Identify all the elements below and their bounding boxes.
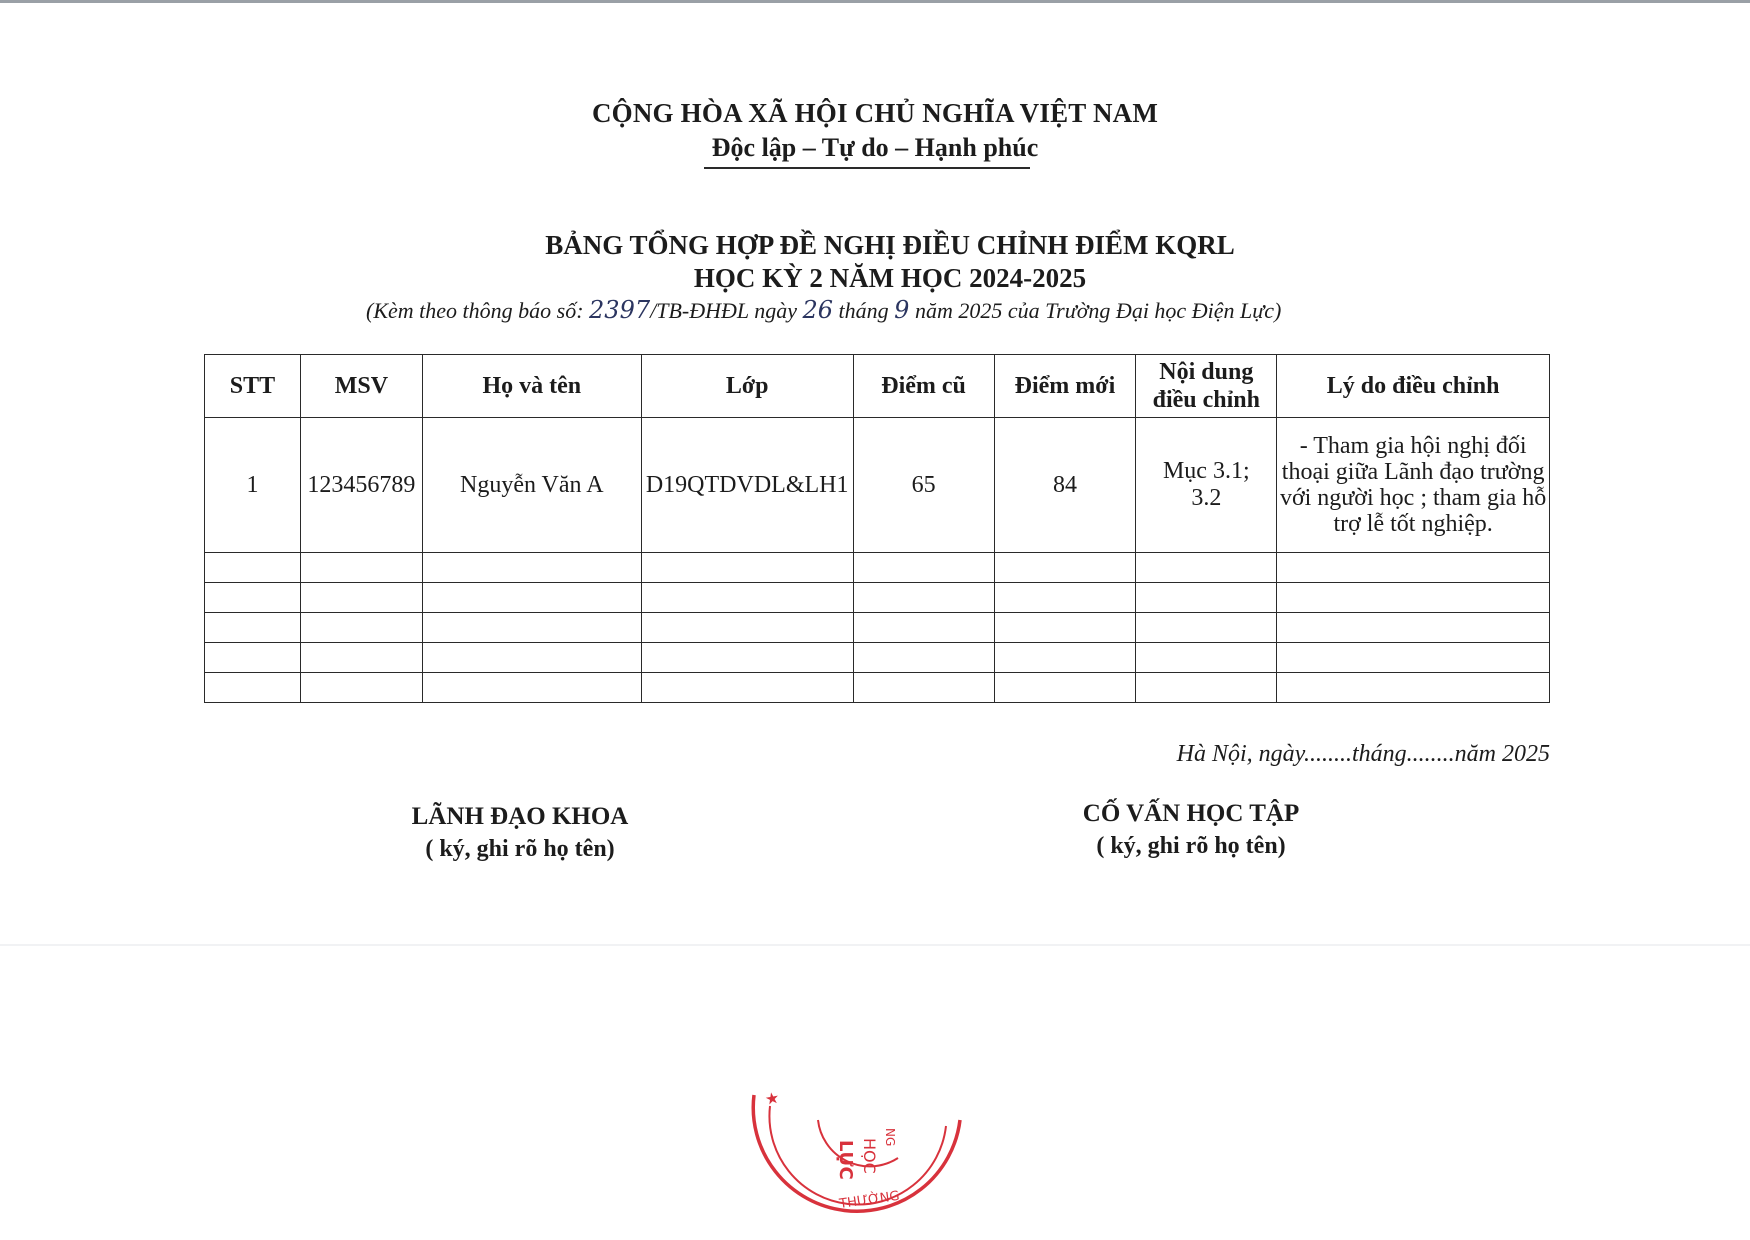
empty-row [205, 673, 1550, 703]
svg-text:NG: NG [883, 1128, 897, 1147]
svg-text:LỰC: LỰC [835, 1140, 856, 1180]
national-header [0, 98, 1750, 163]
cell-msv: 123456789 [300, 418, 422, 553]
notice-month: 9 [894, 296, 910, 324]
title-line-1: BẢNG TỔNG HỢP ĐỀ NGHỊ ĐIỀU CHỈNH ĐIỂM KQRL [545, 230, 1235, 260]
notice-number: 2397 [589, 296, 651, 324]
cell-content-line-2: 3.2 [1191, 485, 1222, 511]
place-date: Hà Nội, ngày........tháng........năm 2025 [1176, 741, 1550, 767]
header-stt: STT [205, 355, 301, 418]
faculty-leader-note: ( ký, ghi rõ họ tên) [425, 836, 615, 862]
cell-content-line-1: Mục 3.1; [1162, 458, 1250, 484]
seal-stamp-icon [748, 1080, 968, 1240]
motto-underline [704, 167, 1030, 169]
header-msv: MSV [300, 355, 422, 418]
svg-text:THƯỜNG: THƯỜNG [838, 1188, 901, 1212]
academic-advisor-note: ( ký, ghi rõ họ tên) [1096, 833, 1286, 859]
table-header-row [205, 355, 1550, 418]
svg-text:HỌC: HỌC [860, 1138, 879, 1174]
attachment-mid-2: tháng [833, 298, 895, 323]
cell-name: Nguyễn Văn A [422, 418, 641, 553]
document-title [0, 230, 1750, 294]
header-old-score: Điểm cũ [853, 355, 994, 418]
header-class: Lớp [641, 355, 853, 418]
header-name: Họ và tên [422, 355, 641, 418]
header-content-line-1: Nội dung [1159, 359, 1254, 385]
cell-content [1136, 418, 1277, 553]
notice-day: 26 [802, 296, 834, 324]
faculty-leader-signature [400, 803, 640, 863]
svg-text:★: ★ [763, 1087, 781, 1109]
header-content-line-2: điều chỉnh [1152, 387, 1260, 413]
motto: Độc lập – Tự do – Hạnh phúc [711, 133, 1039, 162]
cell-old-score: 65 [853, 418, 994, 553]
attachment-suffix: năm 2025 của Trường Đại học Điện Lực) [909, 298, 1282, 323]
header-reason: Lý do điều chỉnh [1277, 355, 1550, 418]
title-line-2: HỌC KỲ 2 NĂM HỌC 2024-2025 [693, 263, 1087, 293]
empty-row [205, 553, 1550, 583]
academic-advisor-title: CỐ VẤN HỌC TẬP [1082, 800, 1300, 827]
cell-class: D19QTDVDL&LH1 [641, 418, 853, 553]
scan-top-edge [0, 0, 1750, 3]
empty-row [205, 583, 1550, 613]
score-adjustment-table [204, 354, 1550, 703]
header-content [1136, 355, 1277, 418]
cell-reason: - Tham gia hội nghị đối thoại giữa Lãnh đạo trường với người học ; tham gia hỗ trợ lễ tốt nghiệp. [1277, 418, 1550, 553]
header-new-score: Điểm mới [994, 355, 1136, 418]
empty-row [205, 643, 1550, 673]
table-row [205, 418, 1550, 553]
attachment-prefix: (Kèm theo thông báo số: [366, 298, 590, 323]
cell-stt: 1 [205, 418, 301, 553]
academic-advisor-signature [1066, 800, 1316, 860]
empty-row [205, 613, 1550, 643]
country-name: CỘNG HÒA XÃ HỘI CHỦ NGHĨA VIỆT NAM [591, 98, 1159, 128]
paper-fold-line [0, 944, 1750, 946]
official-seal [748, 1080, 968, 1240]
attachment-note [366, 296, 1281, 324]
attachment-mid-1: /TB-ĐHĐL ngày [650, 298, 803, 323]
cell-new-score: 84 [994, 418, 1136, 553]
faculty-leader-title: LÃNH ĐẠO KHOA [411, 803, 629, 830]
